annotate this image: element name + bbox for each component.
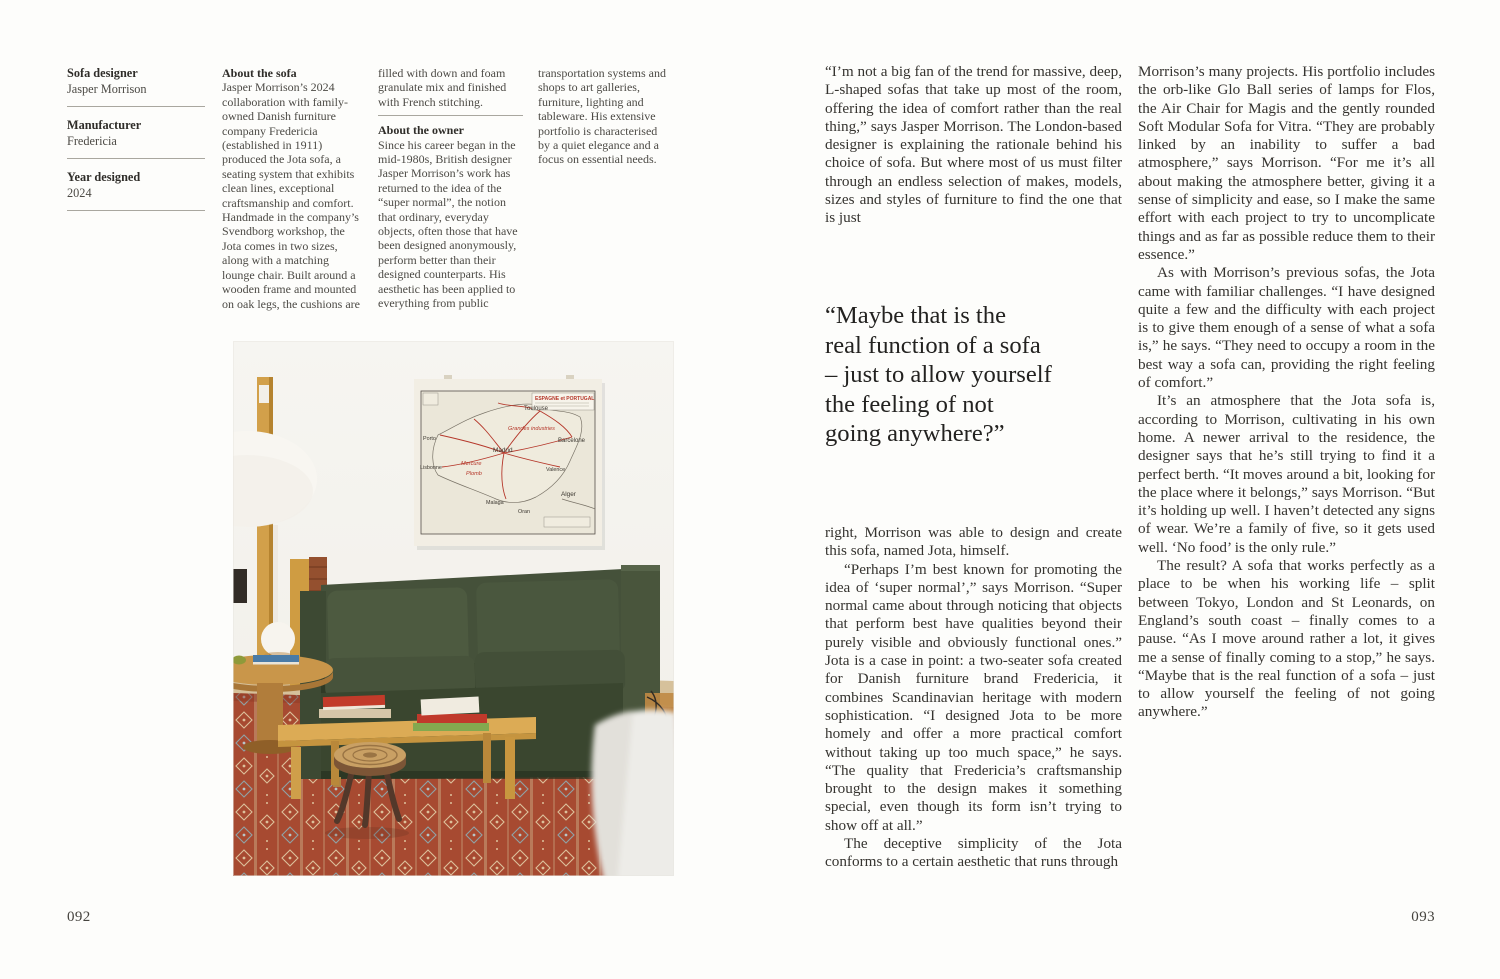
spec-value: 2024: [67, 185, 92, 200]
article-paragraph: “Perhaps I’m best known for promoting the idea of ‘super normal’,” says Morrison. “Super normal came about through noticing that objects that perform best have qualities beyond their purely visible and obviously functional ones.” Jota is a case in point: a two-seater sofa created for Danish furniture brand Fredericia, it combines Scandinavian heritage with modern sophistication. “I designed Jota to be more homely and offer a more practical comfort without taking up too much space,” he says. “The quality that Fredericia’s craftsmanship brought to the design makes it something special, even though its form isn’t trying to show off at all.”: [825, 560, 1122, 834]
lamp-stem: [273, 525, 278, 629]
article-paragraph: As with Morrison’s previous sofas, the Jota came with familiar challenges. “I have designed quite a few and the difficulty with each project is to give them enough of a sense of what a sofa is,” he says. “They need to occupy a room in the best way a sofa can, providing the right feeling of comfort.”: [1138, 264, 1435, 392]
article-paragraph: The deceptive simplicity of the Jota conforms to a certain aesthetic that runs through: [825, 835, 1122, 871]
article-paragraph: right, Morrison was able to design and create this sofa, named Jota, himself.: [825, 524, 1122, 560]
green-book: [413, 723, 489, 731]
owner-continuation-column: [538, 66, 670, 167]
article-paragraph: “I’m not a big fan of the trend for massive, deep, L-shaped sofas that take up most of the room, offering the idea of comfort rather than the real thing,” says Jasper Morrison. The London-based designer is explaining the rationale behind his choice of sofa. But where most of us must filter through an endless selection of makes, models, sizes and styles of furniture to find the one that is just: [825, 63, 1122, 227]
page-number-right: 093: [1411, 909, 1435, 925]
spec-sidebar: [67, 66, 205, 222]
pull-quote-line: the feeling of not: [825, 390, 994, 418]
spec-entry-manufacturer: [67, 118, 205, 159]
about-owner-continuation: transportation systems and shops to art galleries, furniture, lighting and tableware. His extensive portfolio is characterised by a quiet elegance and a focus on essential needs.: [538, 66, 666, 167]
spec-entry-designer: [67, 66, 205, 107]
about-sofa-body: Jasper Morrison’s 2024 collaboration with family-owned Danish furniture company Fredericia (established in 1911) produced the Jota sofa, a seating system that exhibits clean lines, exceptional craftsmanship and comfort. Handmade in the company’s Svendborg workshop, the Jota comes in two sizes, along with a matching lounge chair. Built around a wooden frame and mounted on oak legs, the cushions are: [222, 80, 360, 311]
pull-quote-line: – just to allow yourself: [825, 361, 1052, 389]
map-city-label: Lisbonne: [420, 465, 442, 471]
map-city-label: Malaga: [486, 500, 504, 506]
spec-label: Sofa designer: [67, 66, 138, 80]
map-city-label: Valence: [546, 467, 566, 473]
map-city-label: Barcelone: [558, 438, 586, 444]
map-city-label: Madrid: [493, 447, 513, 454]
vintage-school-map: [414, 375, 605, 550]
spec-label: Manufacturer: [67, 118, 142, 132]
pull-quote: [825, 301, 1135, 449]
table-leg: [291, 747, 301, 799]
map-title: ESPAGNE et PORTUGAL: [535, 396, 595, 402]
article-column-1: [825, 524, 1122, 872]
about-owner-column: [378, 66, 523, 311]
article-paragraph: The result? A sofa that works perfectly as a place to be when his working life – split between Tokyo, London and St Leonards, on England’s south coast – finally comes to a pause. “As I move around rather a lot, it gives me a sense of finally coming to a stop,” he says. “Maybe that is the real function of a sofa – just to allow yourself the feeling of not going anywhere.”: [1138, 557, 1435, 721]
book-pages: [253, 662, 299, 665]
pole-label: [259, 385, 269, 403]
article-intro: [825, 63, 1122, 228]
table-leg: [505, 737, 515, 799]
spec-value: Jasper Morrison: [67, 81, 147, 96]
article-paragraph: It’s an atmosphere that the Jota sofa is, according to Morrison, cultivating in his own home. A newer arrival to the residence, the designer says that he’s still trying to find it a perfect berth. “It moves around a bit, looking for the place where it belongs,” says Morrison. “But it’s holding up well. I haven’t detected any signs of wear. We’re a family of five, so it gets used well. ‘No food’ is the only rule.”: [1138, 392, 1435, 556]
map-annotation: Grandes industries: [508, 426, 555, 432]
about-sofa-heading: About the sofa: [222, 66, 297, 80]
pull-quote-line: real function of a sofa: [825, 331, 1041, 359]
map-annotation: Mercure: [461, 461, 482, 467]
map-city-label: Alger: [561, 491, 576, 498]
speaker: [233, 569, 247, 603]
article-column-2: [1138, 63, 1435, 722]
spec-entry-year: [67, 170, 205, 211]
living-room-photo-svg: [233, 341, 674, 876]
red-book: [417, 714, 487, 723]
page-number-left: 092: [67, 909, 91, 925]
table-leg: [483, 733, 491, 783]
white-armchair-foreground: [592, 710, 674, 876]
map-annotation: Plomb: [466, 471, 482, 477]
about-owner-body: Since his career began in the mid-1980s, British designer Jasper Morrison’s work has returned to the idea of the “super normal”, the notion that ordinary, everyday objects, often those that have been designed anonymously, perform better than their designed counterparts. His aesthetic has been applied to everything from public: [378, 137, 518, 311]
about-sofa-continuation: filled with down and foam granulate mix and finished with French stitching.: [378, 66, 507, 109]
spec-value: Fredericia: [67, 133, 117, 148]
column-divider-rule: [378, 115, 523, 116]
about-sofa-column: [222, 66, 364, 311]
pull-quote-line: going anywhere?”: [825, 420, 1005, 448]
map-city-label: Oran: [518, 509, 530, 515]
map-city-label: Toulouse: [524, 406, 549, 412]
tan-book: [319, 709, 391, 718]
about-owner-heading: About the owner: [378, 123, 464, 138]
pull-quote-line: “Maybe that is the: [825, 302, 1006, 329]
spec-label: Year designed: [67, 170, 141, 184]
article-paragraph: Morrison’s many projects. His portfolio includes the orb-like Glo Ball series of lamps for Flos, the Air Chair for Magis and the gently rounded Soft Modular Sofa for Vitra. “They are probably linked by an inability to suffer a bad atmosphere,” says Morrison. “For me it’s all about making the atmosphere better, giving it a sense of simplicity and ease, so I make the same effort with each project to try to uncomplicate things and as far as possible reduce them to their essence.”: [1138, 63, 1435, 263]
living-room-photo: [233, 341, 674, 876]
glo-ball-table-lamp: [261, 622, 295, 656]
map-city-label: Porto: [423, 436, 436, 442]
stool-shadow: [325, 827, 409, 839]
white-book: [421, 696, 480, 715]
